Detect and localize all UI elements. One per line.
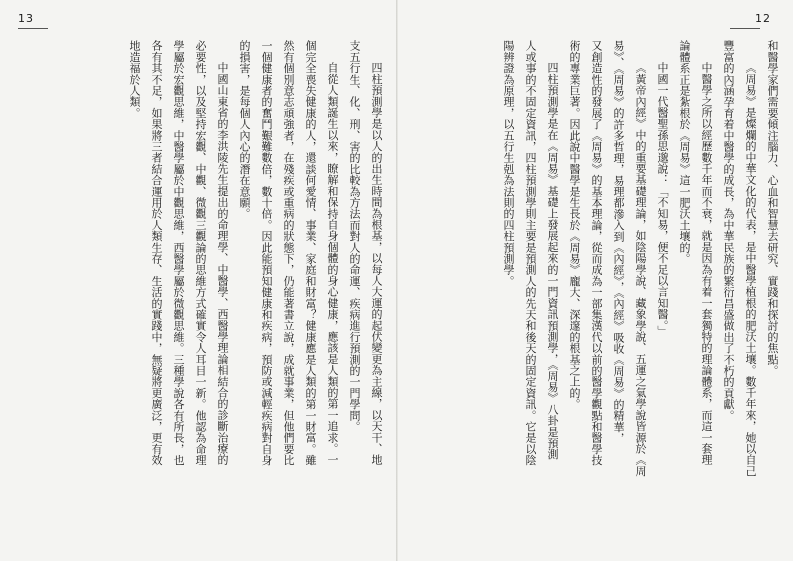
text-column: 豐富的內涵孕育着中醫學的成長，為中華民族的繁衍昌盛做出了不朽的貢獻。 (722, 40, 735, 421)
text-column: 中醫學之所以經歷數千年而不衰，就是因為有着一套獨特的理論體系，而這一套理 (700, 62, 713, 466)
header-rule-right (730, 28, 760, 29)
right-page-text (410, 40, 780, 540)
text-column: 中國山東省的李洪陵先生提出的命理學、中醫學、西醫學理論相結合的診斷治療的 (216, 62, 229, 466)
text-column: 中國一代醫聖孫思邈說：「不知易，便不足以言知醫。」 (656, 62, 669, 337)
text-column: 《黃帝內經》中的重要基礎理論，如陰陽學說、藏象學說、五運之氣學說皆源於《周 (634, 62, 647, 477)
left-page-text (18, 40, 384, 540)
text-column: 支五行生、化、刑、害的比較為方法而對人的命運、疾病進行預測的一門學問。 (348, 40, 361, 432)
text-column: 《周易》是燦爛的中華文化的代表，是中醫學植根的肥沃土壤。數千年來，她以自己 (744, 62, 757, 477)
text-column: 易》、《周易》的許多哲理，易理都滲入到《內經》，《內經》吸收《周易》的精華， (612, 40, 625, 444)
text-column: 人或事的不固定資訊，四柱預測學則主要是預測人的先天和後天的固定資訊。它是以陰 (524, 40, 537, 466)
text-column: 個完全喪失健康的人，還談何愛情、事業、家庭和財富？健康應是人類的第一財富。雖 (304, 40, 317, 466)
text-column: 學屬於宏觀思維，中醫學屬於中觀思維，西醫學屬於微觀思維。三種學說各有所長，也 (172, 40, 185, 466)
text-column: 一個健康者的奮鬥艱難數倍，數十倍。因此能預知健康和疾病，預防或減輕疾病對自身 (260, 40, 273, 466)
page-number-right: 12 (755, 12, 771, 25)
text-column: 陽辨證為原理，以五行生剋為法則的四柱預測學。 (502, 40, 515, 287)
text-column: 論體系正是紮根於《周易》這一肥沃土壤的。 (678, 40, 691, 264)
page-number-left: 13 (18, 12, 34, 25)
text-column: 四柱預測學是以人的出生時間為根基，以每人大運的起伏變更為主線，以天干、地 (370, 62, 383, 466)
text-column: 的損害，是每個人內心的潛在意願。 (238, 40, 251, 220)
text-column: 四柱預測學是在《周易》基礎上發展起來的一門資訊預測學，《周易》八卦是預測 (546, 62, 559, 460)
book-spine (396, 0, 398, 561)
text-column: 各有其不足，如果將三者結合運用於人類生存、生活的實踐中，無疑將更廣泛，更有效 (150, 40, 163, 466)
text-column: 然有個別意志頑強者，在殘疾或重病的狀態下，仍能著書立說，成就事業，但他們要比 (282, 40, 295, 466)
header-rule-left (18, 28, 48, 29)
text-column: 自從人類誕生以來，瞭解和保持自身個體的身心健康，應該是人類的第一追求。一 (326, 62, 339, 466)
text-column: 又創造性的發展了《周易》的基本理論，從而成為一部集漢代以前的醫學觀點和醫學技 (590, 40, 603, 466)
text-column: 地造福於人類。 (128, 40, 141, 119)
text-column: 必要性，以及堅持宏觀、中觀、微觀三觀論的思維方式確實令人耳目一新。他認為命理 (194, 40, 207, 466)
text-column: 術的專業巨著。因此說中醫學是生長於《周易》龐大、深邃的根基之上的。 (568, 40, 581, 410)
text-column: 和醫學家們需要傾注腦力、心血和智慧去研究、實踐和探討的焦點。 (766, 40, 779, 376)
